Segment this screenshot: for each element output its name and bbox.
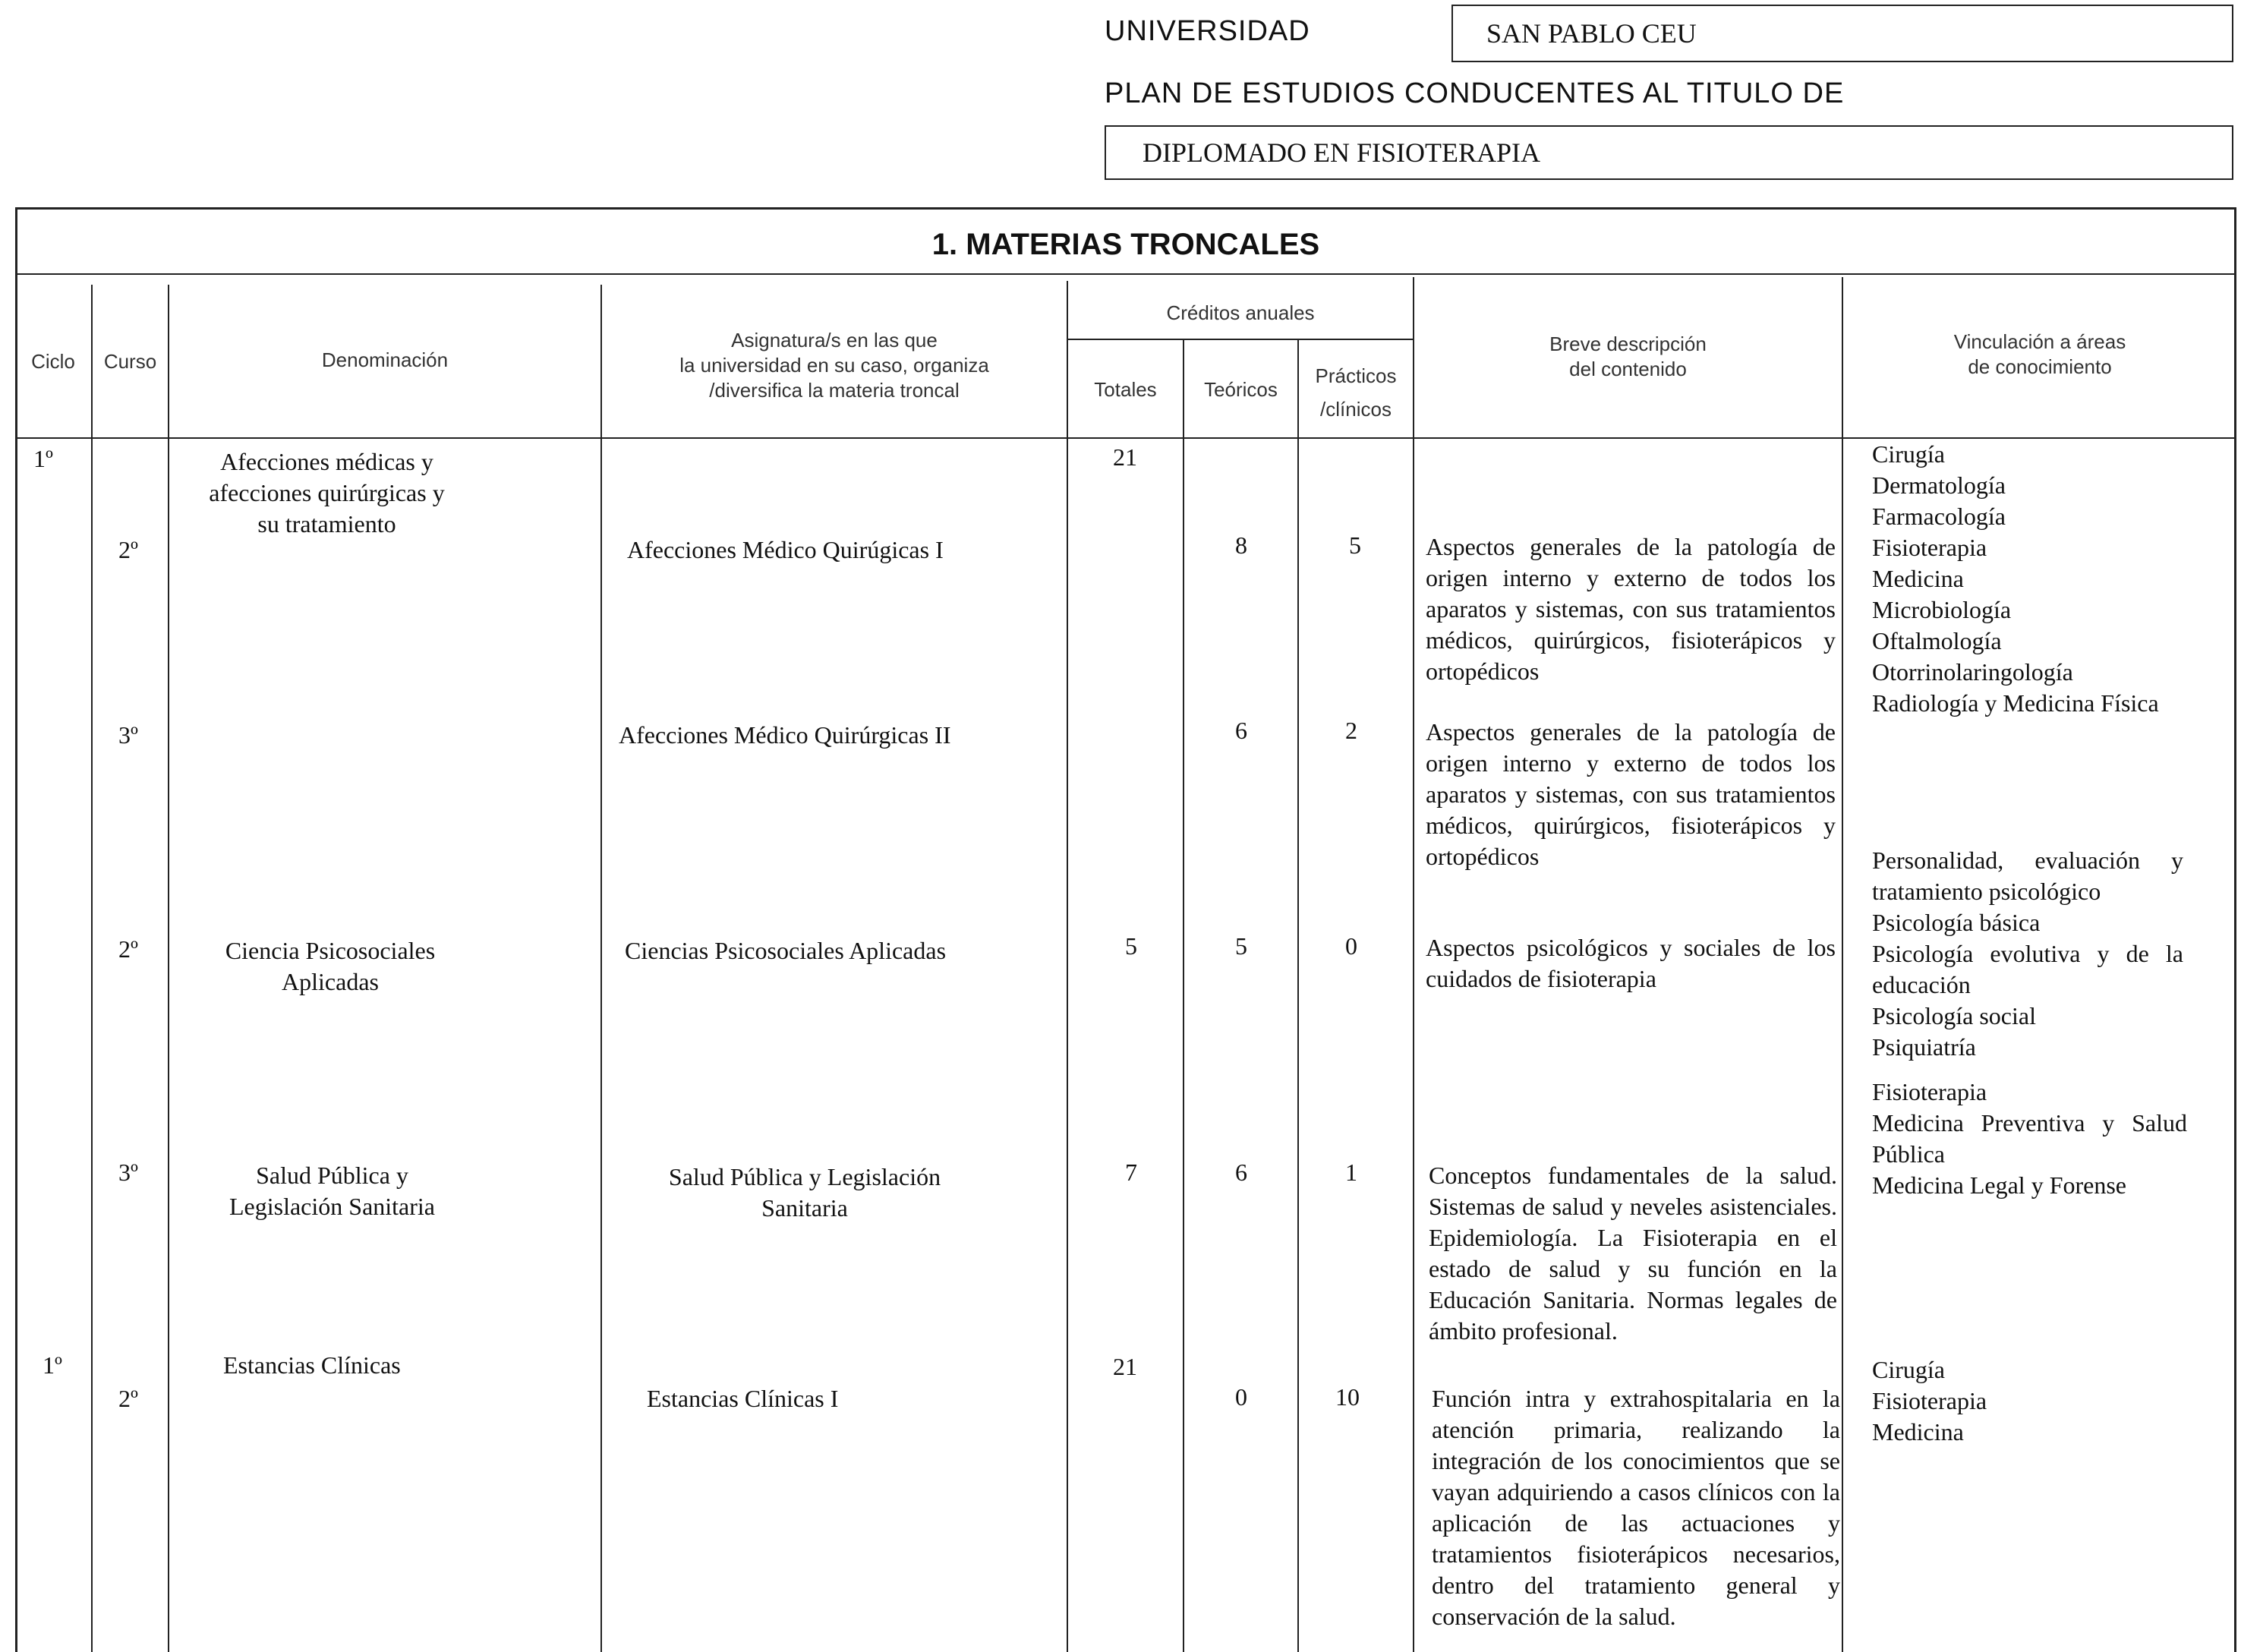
totales-value: 5	[1125, 932, 1137, 960]
denominacion-line: afecciones quirúrgicas y	[209, 479, 445, 506]
area-item: Fisioterapia	[1872, 1387, 1987, 1414]
col-header-practicos-line: Prácticos	[1315, 364, 1397, 387]
col-line	[1297, 339, 1299, 1652]
asignatura-line: Salud Pública y Legislación	[668, 1163, 941, 1190]
areas-list	[1872, 1077, 2187, 1201]
areas-list	[1872, 845, 2183, 1063]
col-header-descripcion-line: Breve descripción	[1549, 333, 1707, 355]
table-title: 1. MATERIAS TRONCALES	[931, 228, 1320, 261]
col-header-curso: Curso	[103, 350, 157, 373]
curso-value: 3º	[118, 1159, 138, 1186]
area-item: Medicina	[1872, 1418, 1964, 1446]
col-header-descripcion	[1414, 332, 1842, 382]
asignatura-value: Afecciones Médico Quirúrgicas II	[619, 721, 951, 749]
area-item: Cirugía	[1872, 1356, 1945, 1383]
curso-value: 3º	[118, 721, 138, 749]
col-line	[1842, 277, 1843, 1652]
col-line	[1067, 281, 1068, 1652]
col-header-practicos-line: /clínicos	[1320, 398, 1392, 421]
denominacion-line: Aplicadas	[282, 968, 379, 995]
area-item: Medicina	[1872, 565, 1964, 592]
totales-value: 21	[1113, 443, 1137, 471]
titulo-value: DIPLOMADO EN FISIOTERAPIA	[1143, 137, 1541, 168]
teoricos-value: 0	[1235, 1383, 1247, 1411]
denominacion-cell	[169, 446, 484, 540]
area-item: Microbiología	[1872, 596, 2012, 623]
titulo-field	[1105, 125, 2233, 180]
denominacion-line: Salud Pública y	[256, 1162, 408, 1189]
teoricos-value: 6	[1235, 1159, 1247, 1186]
area-item: Psicología básica	[1872, 909, 2041, 936]
asignatura-cell	[638, 1162, 972, 1224]
descripcion-value: Aspectos generales de la patología de origen interno y externo de todos los aparatos y sistemas, con sus tratamientos médicos, quirúrgicos, fisioterápicos y ortopédicos	[1426, 718, 1836, 870]
area-item: Cirugía	[1872, 440, 1945, 468]
area-item: Dermatología	[1872, 471, 2006, 499]
teoricos-value: 6	[1235, 717, 1247, 744]
area-item: Medicina Preventiva y Salud Pública	[1872, 1109, 2187, 1168]
col-header-practicos	[1299, 359, 1413, 426]
asignatura-line: Sanitaria	[761, 1194, 848, 1222]
denominacion-line: su tratamiento	[257, 510, 396, 538]
curso-value: 2º	[118, 536, 138, 563]
denominacion-line: Legislación Sanitaria	[229, 1193, 435, 1220]
col-header-creditos: Créditos anuales	[1166, 301, 1315, 324]
col-header-totales: Totales	[1094, 378, 1157, 401]
area-item: Personalidad, evaluación y tratamiento psicológico	[1872, 846, 2183, 905]
area-item: Medicina Legal y Forense	[1872, 1171, 2126, 1199]
ciclo-value: 1º	[43, 1351, 62, 1379]
practicos-value: 2	[1345, 717, 1357, 744]
teoricos-value: 5	[1235, 932, 1247, 960]
asignatura-value: Estancias Clínicas I	[647, 1385, 839, 1412]
descripcion-value: Función intra y extrahospitalaria en la atención primaria, realizando la integración de los conocimientos que se vayan adquiriendo a casos clínicos con la aplicación de las actuaciones y tratamientos fisioterápicos necesarios, dentro del tratamiento general y conservación de la salud.	[1432, 1385, 1840, 1630]
title-divider	[15, 273, 2236, 275]
practicos-value: 10	[1335, 1383, 1360, 1411]
denominacion-value: Estancias Clínicas	[223, 1351, 401, 1379]
area-item: Psicología evolutiva y de la educación	[1872, 940, 2183, 998]
descripcion-value: Aspectos generales de la patología de origen interno y externo de todos los aparatos y sistemas, con sus tratamientos médicos, quirúrgicos, fisioterápicos y ortopédicos	[1426, 533, 1836, 685]
asignatura-value: Ciencias Psicosociales Aplicadas	[625, 937, 947, 964]
plan-label: PLAN DE ESTUDIOS CONDUCENTES AL TITULO DE	[1105, 77, 1845, 109]
col-line	[91, 285, 93, 1652]
denominacion-line: Ciencia Psicosociales	[225, 937, 436, 964]
col-header-vinculacion-line: de conocimiento	[1968, 355, 2112, 378]
practicos-value: 1	[1345, 1159, 1357, 1186]
teoricos-value: 8	[1235, 531, 1247, 559]
area-item: Psicología social	[1872, 1002, 2036, 1029]
totales-value: 7	[1125, 1159, 1137, 1186]
practicos-value: 0	[1345, 932, 1357, 960]
curso-value: 2º	[118, 935, 138, 963]
col-line	[1413, 277, 1414, 1652]
col-header-asignatura-line: Asignatura/s en las que	[731, 329, 938, 352]
col-header-vinculacion-line: Vinculación a áreas	[1953, 330, 2126, 353]
denominacion-line: Afecciones médicas y	[220, 448, 433, 475]
practicos-value: 5	[1349, 531, 1361, 559]
denominacion-cell	[182, 1160, 482, 1222]
col-header-asignatura-line: la universidad en su caso, organiza	[679, 354, 989, 377]
area-item: Oftalmología	[1872, 627, 2002, 654]
ciclo-value: 1º	[33, 445, 53, 472]
area-item: Psiquiatría	[1872, 1033, 1976, 1061]
descripcion-value: Conceptos fundamentales de la salud. Sistemas de salud y neveles asistenciales. Epidemiología. La Fisioterapia en el estado de salud y su función en la Educación Sanitaria. Normas legales de ámbito profesional.	[1429, 1162, 1837, 1345]
totales-value: 21	[1113, 1353, 1137, 1380]
area-item: Fisioterapia	[1872, 1078, 1987, 1105]
denominacion-cell	[182, 935, 478, 998]
col-header-descripcion-line: del contenido	[1569, 358, 1687, 380]
areas-list	[1872, 439, 2159, 719]
col-header-ciclo: Ciclo	[31, 350, 75, 373]
universidad-value: SAN PABLO CEU	[1486, 18, 1697, 49]
universidad-label: UNIVERSIDAD	[1105, 15, 1310, 47]
col-header-asignatura-line: /diversifica la materia troncal	[709, 379, 960, 402]
col-line	[1183, 339, 1184, 1652]
col-line	[600, 285, 602, 1652]
col-header-asignatura	[602, 328, 1067, 403]
area-item: Fisioterapia	[1872, 534, 1987, 561]
universidad-field	[1451, 5, 2233, 62]
area-item: Farmacología	[1872, 503, 2006, 530]
curso-value: 2º	[118, 1385, 138, 1412]
area-item: Otorrinolaringología	[1872, 658, 2073, 686]
col-header-vinculacion	[1843, 329, 2236, 380]
creditos-divider	[1067, 339, 1413, 340]
col-header-teoricos: Teóricos	[1204, 378, 1278, 401]
area-item: Radiología y Medicina Física	[1872, 689, 2159, 717]
col-header-denominacion: Denominación	[321, 348, 449, 371]
areas-list	[1872, 1354, 1987, 1448]
asignatura-value: Afecciones Médico Quirúgicas I	[627, 536, 944, 563]
descripcion-value: Aspectos psicológicos y sociales de los cuidados de fisioterapia	[1426, 934, 1836, 992]
